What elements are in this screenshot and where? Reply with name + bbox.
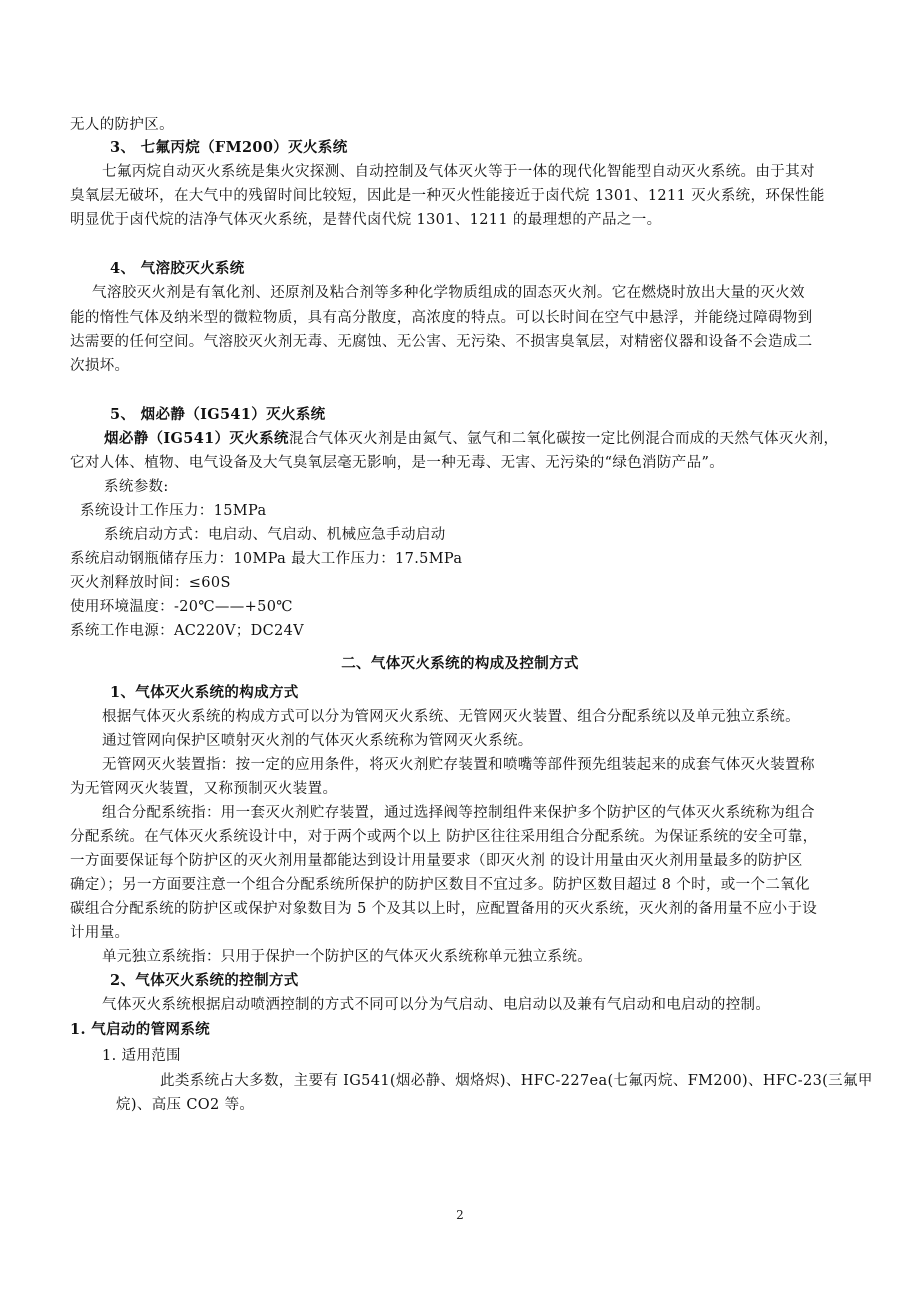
- paragraph-line: 碳组合分配系统的防护区或保护对象数目为 5 个及其以上时，应配置备用的灭火系统，灭火剂的备用量不应小于设: [70, 901, 818, 917]
- heading-ig541: 5、 烟必静（IG541）灭火系统: [110, 406, 326, 423]
- paragraph-line: 次损坏。: [70, 358, 130, 374]
- paragraph-line: 为无管网灭火装置，又称预制灭火装置。: [70, 781, 338, 797]
- paragraph-line: 达需要的任何空间。气溶胶灭火剂无毒、无腐蚀、无公害、无污染、不损害臭氧层，对精密仪器和设备不会造成二: [70, 334, 813, 350]
- page-number: 2: [456, 1208, 464, 1222]
- param-line: 使用环境温度：-20℃——+50℃: [70, 599, 293, 615]
- paragraph-line: 组合分配系统指：用一套灭火剂贮存装置，通过选择阀等控制组件来保护多个防护区的气体灭火系统称为组合: [102, 805, 815, 821]
- param-label: 系统参数:: [104, 479, 169, 495]
- param-line: 系统启动钢瓶储存压力：10MPa 最大工作压力：17.5MPa: [70, 551, 463, 567]
- subheading-composition: 1、气体灭火系统的构成方式: [110, 684, 299, 701]
- param-line: 系统设计工作压力：15MPa: [80, 503, 267, 519]
- line-01: 无人的防护区。: [70, 117, 174, 133]
- paragraph-line: 气溶胶灭火剂是有氧化剂、还原剂及粘合剂等多种化学物质组成的固态灭火剂。它在燃烧时放出大量的灭火效: [92, 285, 805, 301]
- paragraph-line: 通过管网向保护区喷射灭火剂的气体灭火系统称为管网灭火系统。: [102, 733, 533, 749]
- heading-fm200: 3、 七氟丙烷（FM200）灭火系统: [110, 139, 348, 156]
- paragraph-line: 七氟丙烷自动灭火系统是集火灾探测、自动控制及气体灭火等于一体的现代化智能型自动灭火系统。由于其对: [102, 164, 815, 180]
- paragraph-line: 此类系统占大多数，主要有 IG541(烟必静、烟烙烬)、HFC-227ea(七氟丙烷、FM200)、HFC-23(三氟甲: [160, 1073, 873, 1089]
- paragraph-line: 根据气体灭火系统的构成方式可以分为管网灭火系统、无管网灭火装置、组合分配系统以及单元独立系统。: [102, 709, 800, 725]
- paragraph-line: 计用量。: [70, 925, 130, 941]
- ig541-description: 混合气体灭火剂是由氮气、氩气和二氧化碳按一定比例混合而成的天然气体灭火剂，: [288, 431, 839, 447]
- paragraph-line: 明显优于卤代烷的洁净气体灭火系统，是替代卤代烷 1301、1211 的最理想的产品之一。: [70, 212, 662, 228]
- paragraph-line: 它对人体、植物、电气设备及大气臭氧层毫无影响，是一种无毒、无害、无污染的“绿色消防产品”。: [70, 455, 725, 471]
- subheading-control: 2、气体灭火系统的控制方式: [110, 972, 299, 989]
- paragraph-line: 能的惰性气体及纳米型的微粒物质，具有高分散度，高浓度的特点。可以长时间在空气中悬浮，并能绕过障碍物到: [70, 310, 813, 326]
- paragraph-line: [104, 429, 838, 449]
- paragraph-line: 臭氧层无破坏，在大气中的残留时间比较短，因此是一种灭火性能接近于卤代烷 1301、1211 灭火系统，环保性能: [70, 188, 825, 204]
- section-title: 二、气体灭火系统的构成及控制方式: [341, 655, 579, 672]
- paragraph-line: 气体灭火系统根据启动喷洒控制的方式不同可以分为气启动、电启动以及兼有气启动和电启动的控制。: [102, 997, 771, 1013]
- numbered-heading: 1. 气启动的管网系统: [70, 1021, 211, 1038]
- paragraph-line: 分配系统。在气体灭火系统设计中，对于两个或两个以上 防护区往往采用组合分配系统。为保证系统的安全可靠，: [70, 829, 818, 845]
- paragraph-line: 确定）；另一方面要注意一个组合分配系统所保护的防护区数目不宜过多。防护区数目超过 8 个时，或一个二氧化: [70, 877, 810, 893]
- param-line: 系统启动方式：电启动、气启动、机械应急手动启动: [104, 527, 446, 543]
- paragraph-line: 一方面要保证每个防护区的灭火剂用量都能达到设计用量要求（即灭火剂 的设计用量由灭火剂用量最多的防护区: [70, 853, 803, 869]
- ig541-bold-term: 烟必静（IG541）灭火系统: [104, 430, 289, 447]
- paragraph-line: 无管网灭火装置指：按一定的应用条件，将灭火剂贮存装置和喷嘴等部件预先组装起来的成套气体灭火装置称: [102, 757, 815, 773]
- paragraph-line: 单元独立系统指：只用于保护一个防护区的气体灭火系统称单元独立系统。: [102, 949, 593, 965]
- param-line: 系统工作电源：AC220V；DC24V: [70, 623, 305, 639]
- param-line: 灭火剂释放时间：≤60S: [70, 575, 231, 591]
- numbered-subitem: 1. 适用范围: [102, 1048, 181, 1064]
- paragraph-line: 烷)、高压 CO2 等。: [116, 1097, 255, 1113]
- heading-aerosol: 4、 气溶胶灭火系统: [110, 260, 245, 277]
